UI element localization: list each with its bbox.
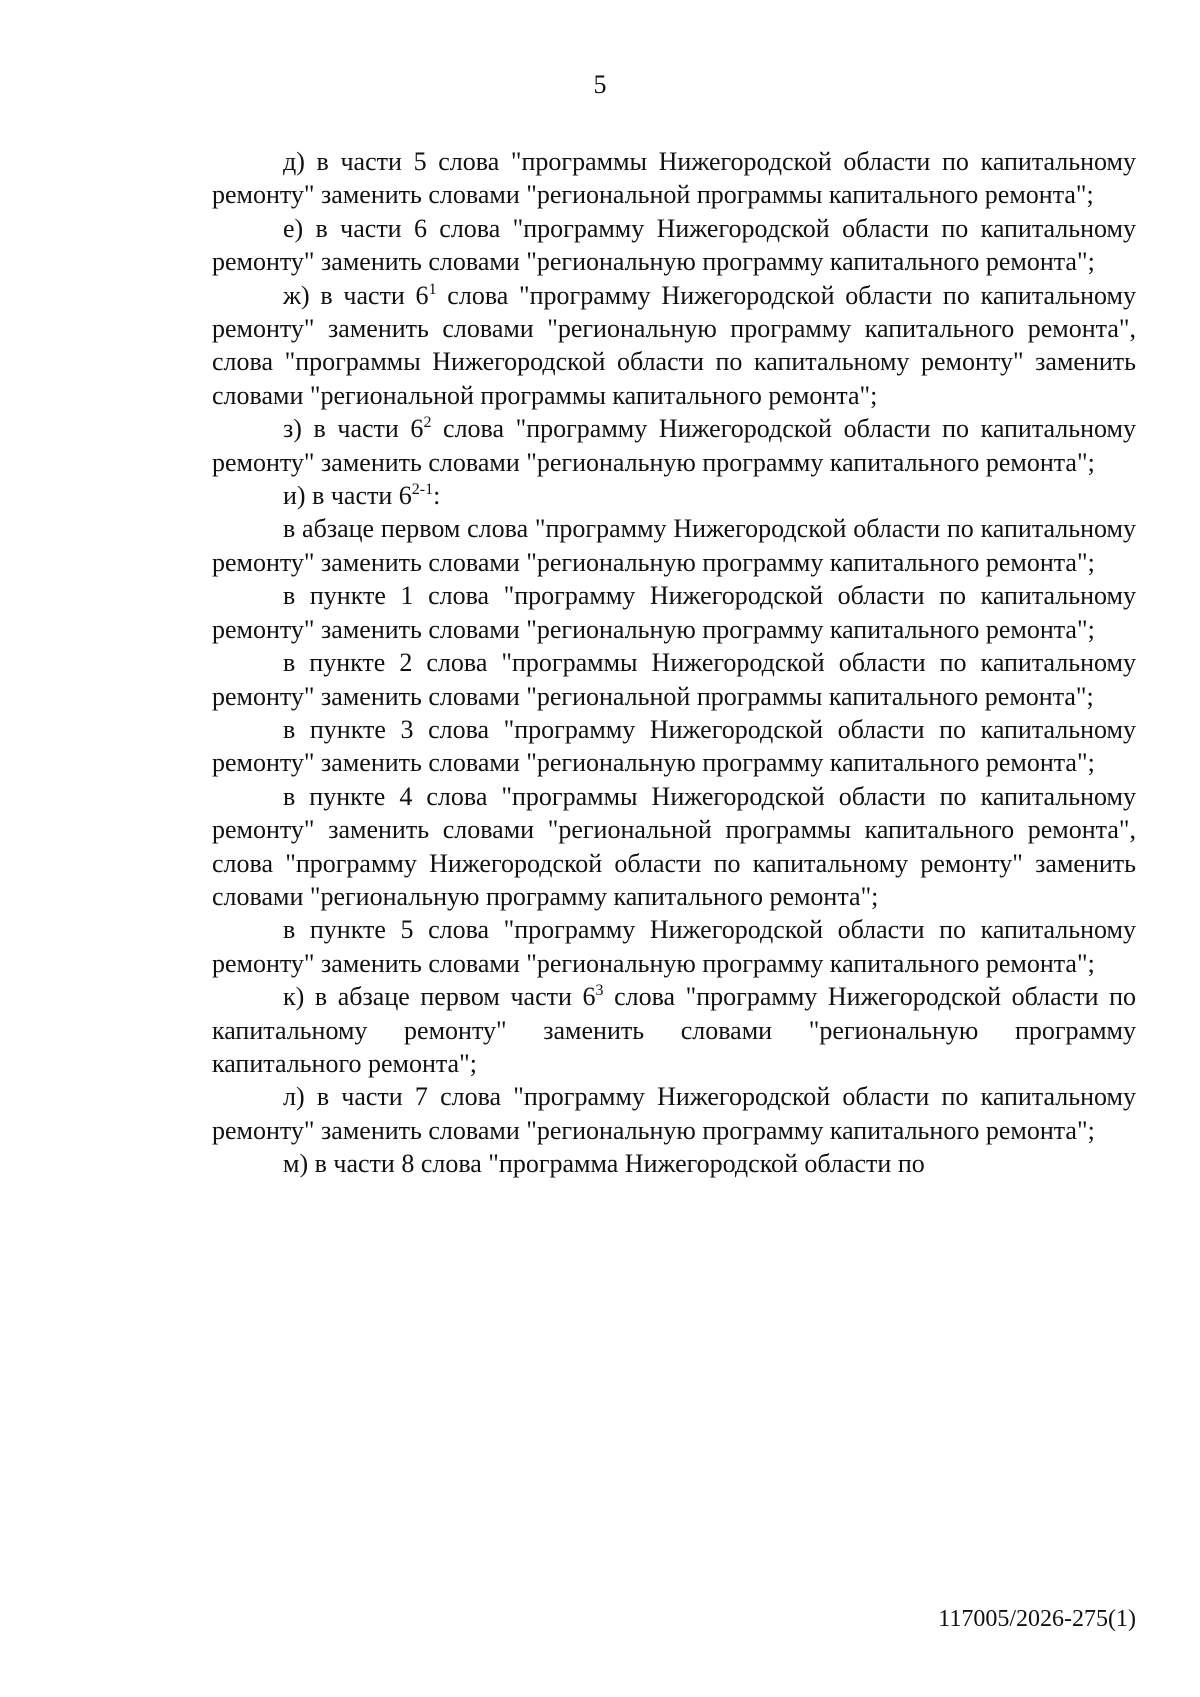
paragraph-zh	[212, 279, 1136, 413]
paragraph-d: д) в части 5 слова "программы Нижегородской области по капитальному ремонту" заменить словами "региональной программы капитального ремонта";	[212, 147, 1136, 210]
superscript: 3	[595, 982, 604, 1000]
paragraph-z	[212, 412, 1136, 479]
paragraph-i-punkt-3: в пункте 3 слова "программу Нижегородской области по капитальному ремонту" заменить словами "региональную программу капитального ремонта";	[212, 714, 1136, 778]
superscript: 1	[428, 280, 437, 298]
paragraph-k	[212, 980, 1136, 1080]
document-body	[212, 145, 1136, 1181]
paragraph-z-lead: з) в части 6	[283, 414, 424, 444]
page-number: 5	[593, 70, 607, 99]
paragraph-k-rest: слова "программу Нижегородской области по капитальному ремонту" заменить словами "региональную программу капитального ремонта";	[212, 982, 1136, 1078]
paragraph-k-lead: к) в абзаце первом части 6	[283, 982, 596, 1012]
superscript: 2	[423, 414, 432, 432]
paragraph-i-punkt-4: в пункте 4 слова "программы Нижегородской области по капитальному ремонту" заменить словами "региональной программы капитального ремонта", слова "программу Нижегородской области по капитальному ремонту" заменить словами "региональную программу капитального ремонта";	[212, 781, 1136, 911]
paragraph-i-punkt-1: в пункте 1 слова "программу Нижегородской области по капитальному ремонту" заменить словами "региональную программу капитального ремонта";	[212, 581, 1136, 644]
paragraph-zh-rest: слова "программу Нижегородской области по капитальному ремонту" заменить словами "региональную программу капитального ремонта", слова "программы Нижегородской области по капитальному ремонту" заменить словами "региональной программы капитального ремонта";	[212, 280, 1136, 410]
paragraph-i-punkt-5: в пункте 5 слова "программу Нижегородской области по капитальному ремонту" заменить словами "региональную программу капитального ремонта";	[212, 915, 1136, 978]
paragraph-l: л) в части 7 слова "программу Нижегородской области по капитальному ремонту" заменить словами "региональную программу капитального ремонта";	[212, 1082, 1136, 1145]
paragraph-i-punkt-2: в пункте 2 слова "программы Нижегородской области по капитальному ремонту" заменить словами "региональной программы капитального ремонта";	[212, 648, 1136, 711]
document-code: 117005/2026-275(1)	[938, 1606, 1136, 1632]
paragraph-i-lead: и) в части 6	[283, 481, 412, 511]
paragraph-i-rest: :	[433, 481, 441, 511]
paragraph-e: е) в части 6 слова "программу Нижегородской области по капитальному ремонту" заменить словами "региональную программу капитального ремонта";	[212, 213, 1136, 277]
paragraph-i	[212, 479, 1136, 512]
paragraph-i-abzac-1: в абзаце первом слова "программу Нижегородской области по капитальному ремонту" заменить словами "региональную программу капитального ремонта";	[212, 514, 1136, 577]
paragraph-m: м) в части 8 слова "программа Нижегородской области по	[283, 1149, 925, 1179]
paragraph-z-rest: слова "программу Нижегородской области по капитальному ремонту" заменить словами "региональную программу капитального ремонта";	[212, 414, 1137, 477]
superscript: 2-1	[411, 481, 434, 499]
paragraph-zh-lead: ж) в части 6	[283, 280, 429, 310]
